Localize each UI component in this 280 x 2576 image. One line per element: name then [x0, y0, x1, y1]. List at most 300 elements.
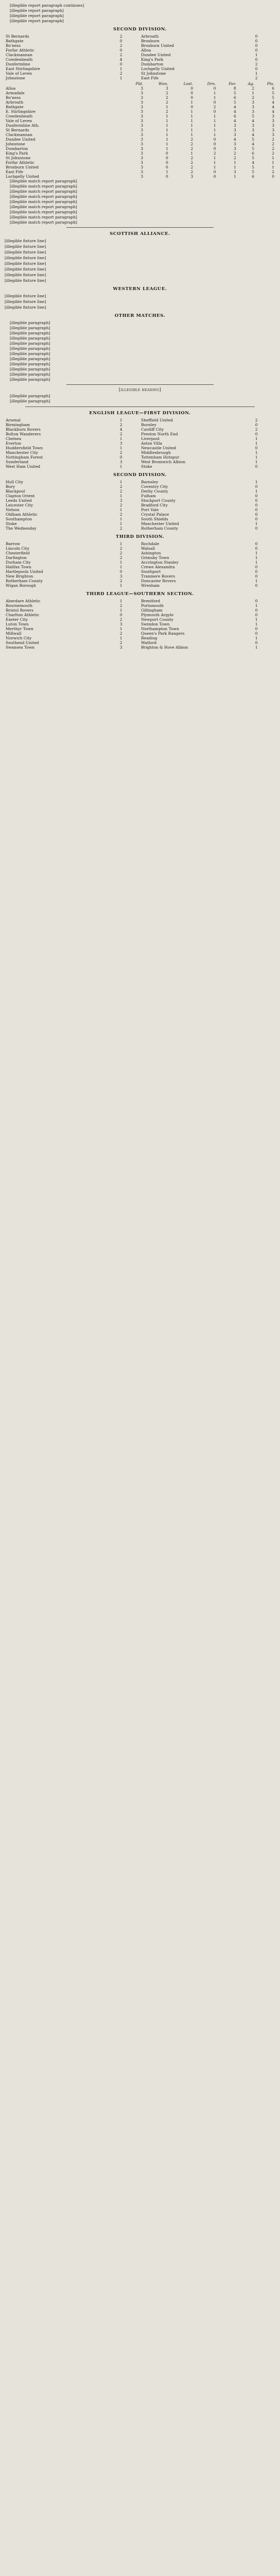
- away-team: Queen's Park Rangers: [141, 631, 185, 636]
- home-team: Southend United: [6, 640, 39, 645]
- table-stat: 1: [166, 142, 168, 146]
- away-team: Southport: [141, 569, 161, 574]
- home-score: 1: [119, 636, 122, 640]
- home-score: 2: [119, 512, 122, 517]
- away-team: Crewe Alexandra: [141, 565, 175, 569]
- home-score: 2: [119, 526, 122, 531]
- fixture-line: [illegible fixture line]: [5, 294, 46, 298]
- home-score: 3: [119, 441, 122, 446]
- table-stat: 0: [166, 174, 168, 179]
- away-score: 2: [255, 427, 258, 432]
- table-stat: 1: [213, 95, 216, 100]
- table-header-cell: Won.: [158, 81, 168, 86]
- result-row: [5, 43, 275, 48]
- table-stat: 3: [272, 132, 274, 137]
- table-stat: 1: [166, 146, 168, 151]
- table-stat: 5: [272, 95, 274, 100]
- away-score: 0: [255, 503, 258, 507]
- home-score: 3: [119, 622, 122, 626]
- table-row: [5, 114, 275, 118]
- home-score: 1: [119, 599, 122, 603]
- table-stat: 6: [252, 174, 255, 179]
- report-paragraph: [illegible match report paragraph]: [10, 194, 77, 199]
- result-row: [5, 503, 275, 507]
- home-team: Bolton Wanderers: [6, 432, 41, 436]
- results-second-division: [5, 34, 275, 80]
- table-stat: 1: [190, 114, 194, 118]
- table-stat: 2: [166, 95, 168, 100]
- home-team: Everton: [6, 441, 22, 446]
- table-header-cell: Pld.: [135, 81, 144, 86]
- table-stat: 0: [213, 109, 216, 114]
- away-team: Arbroath: [141, 34, 159, 39]
- table-row: [5, 160, 275, 165]
- table-row: [5, 174, 275, 179]
- home-score: 2: [119, 640, 122, 645]
- away-score: 1: [255, 71, 258, 76]
- result-row: [5, 480, 275, 484]
- away-score: 0: [255, 526, 258, 531]
- result-row: [5, 546, 275, 551]
- table-stat: 3: [141, 128, 144, 132]
- report-paragraph: [illegible match report paragraph]: [10, 184, 77, 189]
- away-score: 0: [255, 34, 258, 39]
- away-team: Bradford City: [141, 503, 168, 507]
- away-score: 0: [255, 626, 258, 631]
- table-stat: 0: [190, 105, 194, 109]
- other-matches-paragraphs: [5, 320, 275, 382]
- table-row: [5, 137, 275, 142]
- table-team: Arbroath: [6, 100, 24, 105]
- home-score: 0: [119, 569, 122, 574]
- table-stat: 8: [233, 86, 236, 91]
- away-score: 2: [255, 76, 258, 80]
- table-stat: 2: [252, 86, 255, 91]
- table-row: [5, 170, 275, 174]
- table-stat: 4: [252, 160, 255, 165]
- result-row: [5, 551, 275, 555]
- home-score: 1: [119, 541, 122, 546]
- table-header-cell: Drn.: [207, 81, 216, 86]
- table-stat: 3: [141, 105, 144, 109]
- table-stat: 3: [233, 146, 236, 151]
- home-score: 2: [119, 53, 122, 57]
- table-stat: 3: [272, 128, 274, 132]
- away-score: 1: [255, 489, 258, 494]
- table-stat: 1: [272, 156, 274, 160]
- home-score: 2: [119, 503, 122, 507]
- result-row: [5, 517, 275, 521]
- table-header-cell: Pts.: [267, 81, 274, 86]
- table-team: St Bernards: [6, 128, 29, 132]
- table-team: Alloa: [6, 86, 16, 91]
- away-score: 0: [255, 66, 258, 71]
- home-team: Merthyr Town: [6, 626, 33, 631]
- result-row: [5, 521, 275, 526]
- table-stat: 1: [213, 160, 216, 165]
- table-stat: 2: [166, 100, 168, 105]
- home-score: 1: [119, 626, 122, 631]
- section-heading-english-first-division: ENGLISH LEAGUE—FIRST DIVISION.: [89, 411, 191, 416]
- table-stat: 2: [190, 146, 194, 151]
- report-paragraph: [illegible match report paragraph]: [10, 189, 77, 194]
- away-score: 0: [255, 599, 258, 603]
- away-team: Dundee United: [141, 53, 171, 57]
- table-stat: 2: [272, 142, 274, 146]
- table-stat: 1: [166, 114, 168, 118]
- table-stat: 3: [141, 100, 144, 105]
- home-score: 2: [119, 422, 122, 427]
- home-team: New Brighton: [6, 574, 33, 579]
- report-paragraph: [illegible match report paragraph]: [10, 220, 77, 225]
- away-team: Dumbarton: [141, 62, 164, 66]
- home-score: 2: [119, 555, 122, 560]
- away-team: Portsmouth: [141, 603, 164, 608]
- table-stat: 3: [141, 95, 144, 100]
- report-paragraph: [illegible paragraph]: [10, 336, 50, 341]
- away-team: Plymouth Argyle: [141, 613, 174, 617]
- table-team: Vale of Leven: [6, 118, 32, 123]
- report-paragraph: [illegible report paragraph]: [10, 8, 64, 13]
- home-score: 1: [119, 565, 122, 569]
- table-stat: 1: [190, 132, 194, 137]
- away-team: Coventry City: [141, 484, 168, 489]
- away-score: 1: [255, 603, 258, 608]
- fixture-line: [illegible fixture line]: [5, 299, 46, 304]
- away-team: Rochdale: [141, 541, 160, 546]
- table-stat: 1: [190, 151, 194, 156]
- table-row: [5, 109, 275, 114]
- away-score: 1: [255, 480, 258, 484]
- away-score: 0: [255, 484, 258, 489]
- home-team: Aberdare Athletic: [6, 599, 41, 603]
- table-stat: 3: [141, 170, 144, 174]
- result-row: [5, 494, 275, 498]
- home-score: 3: [119, 645, 122, 650]
- table-stat: 3: [252, 123, 255, 128]
- away-score: 1: [255, 622, 258, 626]
- table-stat: 0: [190, 95, 194, 100]
- away-team: Manchester United: [141, 521, 179, 526]
- home-team: Clackmannan: [6, 53, 32, 57]
- away-team: Gillingham: [141, 608, 163, 613]
- table-stat: 4: [252, 142, 255, 146]
- away-team: Broxburn United: [141, 43, 174, 48]
- table-stat: 1: [166, 137, 168, 142]
- table-stat: 3: [141, 156, 144, 160]
- home-team: Hartlepools United: [6, 569, 43, 574]
- away-team: Stoke: [141, 464, 152, 469]
- result-row: [5, 432, 275, 436]
- away-score: 1: [255, 617, 258, 622]
- table-stat: 3: [252, 109, 255, 114]
- away-team: West Bromwich Albion: [141, 460, 186, 464]
- table-stat: 1: [190, 100, 194, 105]
- result-row: [5, 512, 275, 517]
- table-row: [5, 142, 275, 146]
- table-stat: 3: [141, 109, 144, 114]
- result-row: [5, 450, 275, 455]
- table-team: Bathgate: [6, 105, 24, 109]
- table-row: [5, 118, 275, 123]
- home-score: 1: [119, 480, 122, 484]
- home-score: 4: [119, 57, 122, 62]
- table-team: East Fife: [6, 170, 24, 174]
- table-stat: 1: [272, 165, 274, 170]
- home-team: Huddersfield Town: [6, 446, 43, 450]
- table-stat: 3: [141, 146, 144, 151]
- away-score: 2: [255, 418, 258, 422]
- away-score: 0: [255, 48, 258, 53]
- result-row: [5, 560, 275, 565]
- home-score: 2: [119, 551, 122, 555]
- table-stat: 2: [252, 95, 255, 100]
- home-team: Stoke: [6, 521, 17, 526]
- table-stat: 1: [166, 170, 168, 174]
- away-score: 0: [255, 640, 258, 645]
- home-team: Bo'ness: [6, 43, 21, 48]
- away-score: 0: [255, 565, 258, 569]
- away-team: East Fife: [141, 76, 159, 80]
- home-team: Chelsea: [6, 436, 22, 441]
- table-stat: 3: [141, 118, 144, 123]
- table-stat: 0: [166, 165, 168, 170]
- away-team: Burnley: [141, 422, 156, 427]
- table-stat: 2: [233, 151, 236, 156]
- home-score: 2: [119, 617, 122, 622]
- result-row: [5, 555, 275, 560]
- table-team: E. Stirlingshire: [6, 109, 36, 114]
- table-team: Dunfermline Ath.: [6, 123, 40, 128]
- table-stat: 1: [166, 132, 168, 137]
- table-stat: 3: [252, 105, 255, 109]
- fixture-line: [illegible fixture line]: [5, 256, 46, 260]
- away-team: Watford: [141, 640, 157, 645]
- away-score: 1: [255, 450, 258, 455]
- home-team: Blackpool: [6, 489, 25, 494]
- table-stat: 5: [233, 91, 236, 95]
- table-stat: 3: [141, 165, 144, 170]
- result-row: [5, 48, 275, 53]
- away-score: 1: [255, 551, 258, 555]
- report-paragraph: [illegible match report paragraph]: [10, 215, 77, 219]
- table-stat: 1: [166, 118, 168, 123]
- table-team: Forfar Athletic: [6, 160, 34, 165]
- away-team: Wrexham: [141, 583, 160, 588]
- results-third-south: [5, 599, 275, 650]
- home-team: Sunderland: [6, 460, 29, 464]
- home-score: 1: [119, 517, 122, 521]
- home-team: Blackburn Rovers: [6, 427, 41, 432]
- table-team: Broxburn United: [6, 165, 39, 170]
- table-team: Cowdenbeath: [6, 114, 33, 118]
- table-stat: 0: [213, 137, 216, 142]
- table-stat: 2: [272, 146, 274, 151]
- away-score: 0: [255, 631, 258, 636]
- table-stat: 1: [272, 160, 274, 165]
- table-stat: 3: [141, 91, 144, 95]
- home-team: Lincoln City: [6, 546, 29, 551]
- home-team: Southampton: [6, 517, 32, 521]
- home-team: Clapton Orient: [6, 494, 35, 498]
- table-team: Clackmannan: [6, 132, 32, 137]
- table-stat: 3: [233, 170, 236, 174]
- home-team: Wigan Borough: [6, 583, 37, 588]
- home-team: Norwich City: [6, 636, 32, 640]
- table-stat: 0: [213, 146, 216, 151]
- home-score: 1: [119, 521, 122, 526]
- report-paragraph: [illegible paragraph]: [10, 331, 50, 335]
- home-score: 3: [119, 498, 122, 503]
- table-stat: 5: [252, 114, 255, 118]
- home-score: 2: [119, 484, 122, 489]
- table-stat: 3: [233, 128, 236, 132]
- east-scotland-paragraphs: [5, 394, 275, 403]
- result-row: [5, 62, 275, 66]
- away-score: 0: [255, 517, 258, 521]
- away-score: 1: [255, 560, 258, 565]
- table-stat: 5: [233, 100, 236, 105]
- home-team: Bournemouth: [6, 603, 33, 608]
- table-header-cell: Ag.: [248, 81, 255, 86]
- table-stat: 1: [252, 91, 255, 95]
- table-stat: 3: [272, 118, 274, 123]
- results-english-second: [5, 480, 275, 531]
- table-stat: 6: [233, 95, 236, 100]
- away-team: St Johnstone: [141, 71, 166, 76]
- results-english-first: [5, 418, 275, 469]
- table-stat: 3: [141, 137, 144, 142]
- table-stat: 6: [233, 114, 236, 118]
- home-score: 2: [119, 603, 122, 608]
- result-row: [5, 441, 275, 446]
- table-team: Johnstone: [6, 142, 25, 146]
- away-team: Brentford: [141, 599, 161, 603]
- table-team: Bo'ness: [6, 95, 21, 100]
- table-row: [5, 165, 275, 170]
- report-paragraph: [illegible paragraph]: [10, 351, 50, 356]
- home-score: 1: [119, 66, 122, 71]
- table-team: Armadale: [6, 91, 25, 95]
- away-score: 1: [255, 555, 258, 560]
- table-row: [5, 91, 275, 95]
- table-stat: 0: [166, 156, 168, 160]
- table-team: Dumbarton: [6, 146, 28, 151]
- table-stat: 1: [233, 165, 236, 170]
- result-row: [5, 71, 275, 76]
- section-heading-other-matches: OTHER MATCHES.: [114, 313, 166, 318]
- home-score: 2: [119, 546, 122, 551]
- table-stat: 3: [190, 174, 194, 179]
- home-team: Exeter City: [6, 617, 28, 622]
- western-lines: [5, 294, 275, 310]
- fixture-line: [illegible fixture line]: [5, 261, 46, 266]
- table-row: [5, 95, 275, 100]
- home-team: Swansea Town: [6, 645, 35, 650]
- result-row: [5, 645, 275, 650]
- table-stat: 1: [233, 160, 236, 165]
- home-score: 1: [119, 418, 122, 422]
- away-team: Swindon Town: [141, 622, 170, 626]
- table-stat: 5: [272, 91, 274, 95]
- section-heading-english-second-division: SECOND DIVISION.: [113, 472, 167, 478]
- table-stat: 5: [252, 137, 255, 142]
- table-stat: 3: [141, 151, 144, 156]
- table-stat: 3: [141, 114, 144, 118]
- away-team: Walsall: [141, 546, 155, 551]
- away-score: 0: [255, 43, 258, 48]
- report-paragraph: [illegible match report paragraph]: [10, 205, 77, 209]
- home-score: 0: [119, 48, 122, 53]
- table-stat: 6: [252, 151, 255, 156]
- report-paragraph: [illegible paragraph]: [10, 399, 50, 403]
- results-third-north: [5, 541, 275, 588]
- table-stat: 2: [190, 137, 194, 142]
- result-row: [5, 541, 275, 546]
- result-row: [5, 464, 275, 469]
- home-score: 1: [119, 494, 122, 498]
- table-stat: 2: [272, 170, 274, 174]
- result-row: [5, 422, 275, 427]
- away-team: Preston North End: [141, 432, 178, 436]
- away-team: Middlesbrough: [141, 450, 171, 455]
- home-score: 1: [119, 583, 122, 588]
- away-score: 0: [255, 583, 258, 588]
- home-score: 3: [119, 574, 122, 579]
- away-score: 0: [255, 494, 258, 498]
- table-stat: 2: [272, 137, 274, 142]
- divider: [66, 227, 214, 228]
- result-row: [5, 498, 275, 503]
- home-score: 3: [119, 460, 122, 464]
- league-table-second-division: [5, 81, 275, 179]
- home-score: 1: [119, 507, 122, 512]
- table-stat: 2: [213, 105, 216, 109]
- home-team: Manchester City: [6, 450, 39, 455]
- away-team: Tranmere Rovers: [141, 574, 176, 579]
- table-stat: 3: [141, 123, 144, 128]
- away-team: South Shields: [141, 517, 168, 521]
- table-stat: 0: [213, 100, 216, 105]
- away-score: 0: [255, 507, 258, 512]
- home-score: 1: [119, 608, 122, 613]
- away-team: Fulham: [141, 494, 156, 498]
- away-score: 1: [255, 636, 258, 640]
- away-score: 1: [255, 53, 258, 57]
- away-team: Stockport County: [141, 498, 176, 503]
- result-row: [5, 579, 275, 583]
- away-team: Doncaster Rovers: [141, 579, 176, 583]
- section-heading-second-division: SECOND DIVISION.: [113, 27, 167, 32]
- fixture-line: [illegible fixture line]: [5, 239, 46, 243]
- report-paragraph: [illegible report paragraph]: [10, 19, 64, 23]
- home-score: 4: [119, 427, 122, 432]
- table-stat: 0: [166, 160, 168, 165]
- table-stat: 0: [190, 86, 194, 91]
- table-stat: 1: [213, 114, 216, 118]
- table-row: [5, 123, 275, 128]
- table-stat: 1: [166, 105, 168, 109]
- section-heading-east-of-scotland: [illegible heading]: [118, 387, 162, 392]
- report-paragraph: [illegible paragraph]: [10, 372, 50, 377]
- table-stat: 3: [141, 86, 144, 91]
- result-row: [5, 574, 275, 579]
- home-team: Bathgate: [6, 39, 24, 43]
- table-stat: 1: [213, 156, 216, 160]
- table-row: [5, 146, 275, 151]
- report-paragraph: [illegible report paragraph continues]: [10, 3, 84, 8]
- table-stat: 3: [272, 114, 274, 118]
